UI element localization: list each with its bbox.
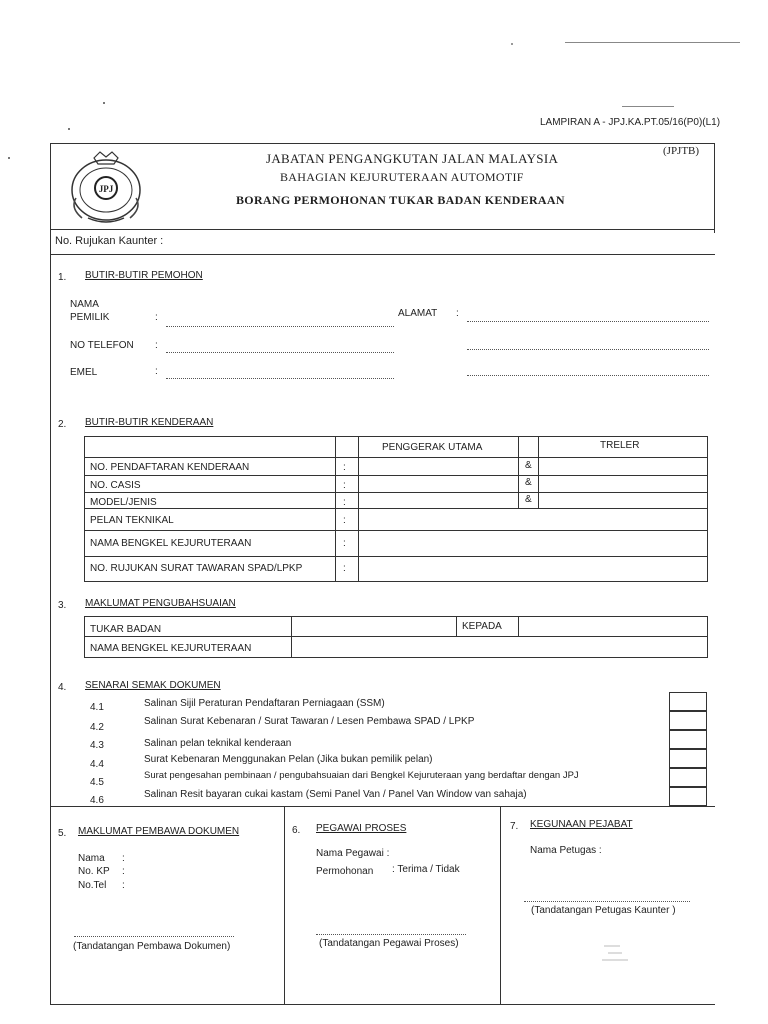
- owner-name-field[interactable]: [166, 326, 394, 327]
- section-5-title: MAKLUMAT PEMBAWA DOKUMEN: [78, 826, 240, 837]
- checklist-text: Salinan Sijil Peraturan Pendaftaran Perniagaan (SSM): [144, 698, 385, 709]
- scan-line: [622, 106, 674, 107]
- scan-line: [565, 42, 740, 43]
- counter-signature-line[interactable]: [524, 901, 690, 902]
- vehicle-row-line: [84, 508, 707, 509]
- vehicle-col-line: [538, 436, 539, 508]
- vehicle-row-label: NO. CASIS: [90, 480, 141, 491]
- phone-label: NO TELEFON: [70, 340, 134, 351]
- modification-col-line: [518, 616, 519, 636]
- phone-field[interactable]: [166, 352, 394, 353]
- vehicle-row-label: NO. PENDAFTARAN KENDERAAN: [90, 462, 250, 473]
- address-field-1[interactable]: [467, 321, 709, 322]
- email-colon: :: [155, 366, 158, 377]
- col-header-trailer: TRELER: [600, 440, 640, 451]
- phone-colon: :: [155, 340, 158, 351]
- bearer-name-colon: :: [122, 853, 125, 864]
- owner-name-label-2: PEMILIK: [70, 312, 110, 323]
- counter-reference-label: No. Rujukan Kaunter :: [55, 235, 164, 247]
- bearer-ic-label: No. KP: [78, 866, 110, 877]
- workshop-name-label: NAMA BENGKEL KEJURUTERAAN: [90, 643, 252, 654]
- trailer-ampersand: &: [525, 494, 532, 505]
- address-colon: :: [456, 308, 459, 319]
- trailer-ampersand: &: [525, 477, 532, 488]
- bottom-section-bottom-border: [50, 1004, 715, 1005]
- trailer-ampersand: &: [525, 460, 532, 471]
- bearer-name-label: Nama: [78, 853, 105, 864]
- bearer-ic-colon: :: [122, 866, 125, 877]
- checklist-text: Surat Kebenaran Menggunakan Pelan (Jika bukan pemilik pelan): [144, 754, 433, 765]
- vehicle-row-colon: :: [343, 480, 346, 491]
- checklist-checkbox[interactable]: [669, 749, 707, 768]
- modification-col-line: [456, 616, 457, 636]
- division-name: BAHAGIAN KEJURUTERAAN AUTOMOTIF: [280, 170, 524, 184]
- checklist-number: 4.3: [90, 740, 104, 751]
- counter-officer-label: Nama Petugas :: [530, 845, 602, 856]
- checklist-checkbox[interactable]: [669, 692, 707, 711]
- vehicle-row-line: [84, 475, 707, 476]
- checklist-checkbox[interactable]: [669, 730, 707, 749]
- title-divider: [50, 229, 715, 230]
- scan-speck: [103, 102, 105, 104]
- checklist-number: 4.5: [90, 777, 104, 788]
- owner-name-label: NAMA: [70, 299, 99, 310]
- checklist-number: 4.2: [90, 722, 104, 733]
- bottom-section-top-border: [50, 806, 715, 807]
- vehicle-row-colon: :: [343, 497, 346, 508]
- vehicle-row-line: [84, 556, 707, 557]
- section-6-title: PEGAWAI PROSES: [316, 823, 407, 834]
- jpjtb-code: (JPJTB): [663, 145, 700, 157]
- email-field[interactable]: [166, 378, 394, 379]
- section-1-number: 1.: [58, 272, 67, 283]
- bearer-signature-label: (Tandatangan Pembawa Dokumen): [73, 941, 231, 952]
- address-label: ALAMAT: [398, 308, 438, 319]
- vehicle-row-label: NO. RUJUKAN SURAT TAWARAN SPAD/LPKP: [90, 563, 303, 574]
- section-6-number: 6.: [292, 825, 301, 836]
- vehicle-row-line: [84, 530, 707, 531]
- email-label: EMEL: [70, 367, 98, 378]
- section-1-title: BUTIR-BUTIR PEMOHON: [85, 270, 203, 281]
- officer-signature-line[interactable]: [316, 934, 466, 935]
- checklist-number: 4.4: [90, 759, 104, 770]
- form-title: BORANG PERMOHONAN TUKAR BADAN KENDERAAN: [236, 193, 565, 207]
- vehicle-row-colon: :: [343, 538, 346, 549]
- vehicle-col-line: [518, 436, 519, 508]
- to-label: KEPADA: [462, 621, 502, 632]
- counter-divider: [50, 254, 715, 255]
- vehicle-row-colon: :: [343, 515, 346, 526]
- vehicle-row-colon: :: [343, 462, 346, 473]
- checklist-text: Salinan Surat Kebenaran / Surat Tawaran / Lesen Pembawa SPAD / LPKP: [144, 716, 475, 727]
- header-top-border: [50, 143, 715, 144]
- section-3-title: MAKLUMAT PENGUBAHSUAIAN: [85, 598, 236, 609]
- section-7-title: KEGUNAAN PEJABAT: [530, 819, 633, 830]
- jpj-logo: [66, 148, 146, 226]
- bearer-phone-label: No.Tel: [78, 880, 107, 891]
- checklist-text: Salinan Resit bayaran cukai kastam (Semi Panel Van / Panel Van Window van sahaja): [144, 789, 527, 800]
- faint-stamp-mark: [600, 942, 630, 964]
- address-field-2[interactable]: [467, 349, 709, 350]
- checklist-text: Surat pengesahan pembinaan / pengubahsuaian dari Bengkel Kejuruteraan yang berdaftar dengan JPJ: [144, 770, 579, 781]
- vehicle-row-line: [84, 492, 707, 493]
- section-3-number: 3.: [58, 600, 67, 611]
- section-7-number: 7.: [510, 821, 519, 832]
- checklist-checkbox[interactable]: [669, 711, 707, 730]
- section-2-number: 2.: [58, 419, 67, 430]
- application-decision: : Terima / Tidak: [392, 864, 460, 875]
- vehicle-row-line: [84, 457, 707, 458]
- checklist-number: 4.6: [90, 795, 104, 806]
- scan-speck: [8, 157, 10, 159]
- bottom-col-divider: [500, 806, 501, 1005]
- department-name: JABATAN PENGANGKUTAN JALAN MALAYSIA: [266, 151, 559, 166]
- checklist-number: 4.1: [90, 702, 104, 713]
- header-left-border: [50, 143, 51, 1005]
- bottom-col-divider: [284, 806, 285, 1005]
- scan-speck: [511, 43, 513, 45]
- col-header-main-mover: PENGGERAK UTAMA: [382, 442, 483, 453]
- officer-signature-label: (Tandatangan Pegawai Proses): [319, 938, 459, 949]
- form-reference: LAMPIRAN A - JPJ.KA.PT.05/16(P0)(L1): [540, 117, 721, 128]
- address-field-3[interactable]: [467, 375, 709, 376]
- checklist-checkbox[interactable]: [669, 787, 707, 806]
- change-body-label: TUKAR BADAN: [90, 624, 162, 635]
- vehicle-row-colon: :: [343, 563, 346, 574]
- section-2-title: BUTIR-BUTIR KENDERAAN: [85, 417, 214, 428]
- bearer-phone-colon: :: [122, 880, 125, 891]
- checklist-text: Salinan pelan teknikal kenderaan: [144, 738, 292, 749]
- scan-speck: [68, 128, 70, 130]
- checklist-checkbox[interactable]: [669, 768, 707, 787]
- section-5-number: 5.: [58, 828, 67, 839]
- owner-name-colon: :: [155, 312, 158, 323]
- vehicle-row-label: PELAN TEKNIKAL: [90, 515, 174, 526]
- header-right-border: [714, 143, 715, 233]
- bearer-signature-line[interactable]: [74, 936, 234, 937]
- application-label: Permohonan: [316, 866, 374, 877]
- officer-name-label: Nama Pegawai :: [316, 848, 390, 859]
- section-4-title: SENARAI SEMAK DOKUMEN: [85, 680, 221, 691]
- vehicle-row-label: MODEL/JENIS: [90, 497, 157, 508]
- section-4-number: 4.: [58, 682, 67, 693]
- logo-lettering: JPJ: [98, 184, 114, 194]
- modification-row-line: [84, 636, 707, 637]
- counter-signature-label: (Tandatangan Petugas Kaunter ): [531, 905, 676, 916]
- vehicle-row-label: NAMA BENGKEL KEJURUTERAAN: [90, 538, 252, 549]
